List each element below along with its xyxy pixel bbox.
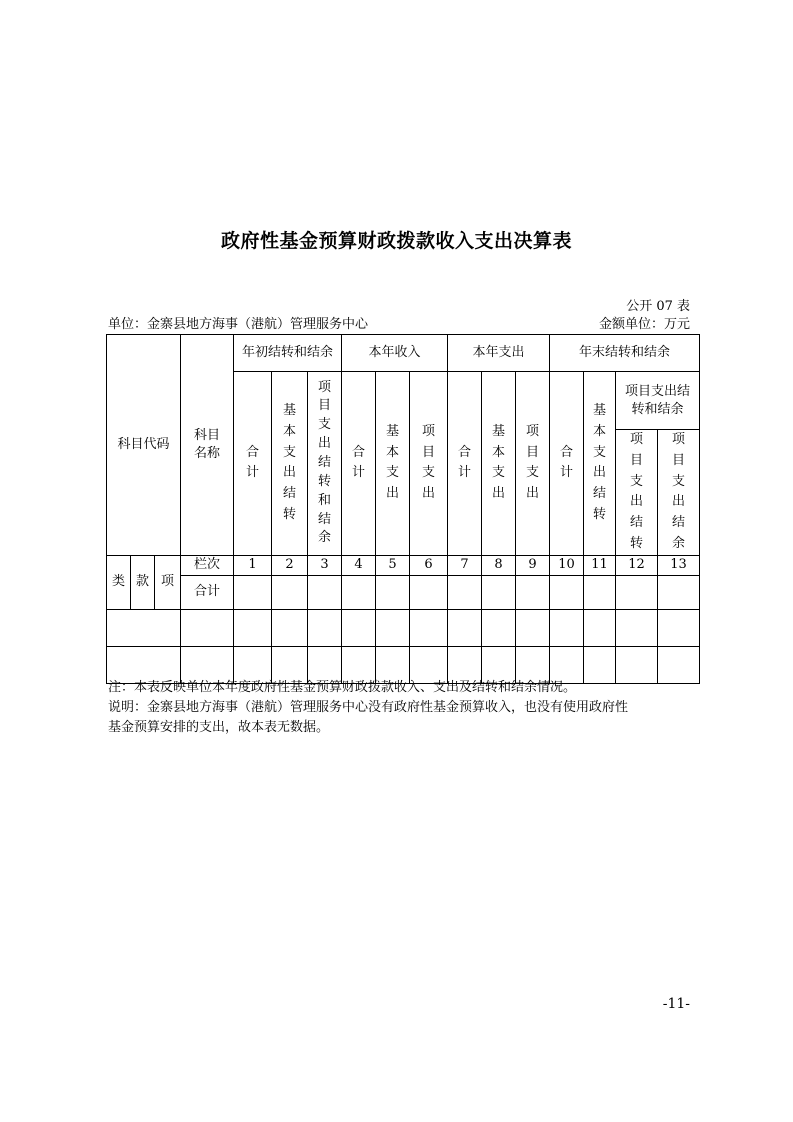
column-number: 9 <box>516 555 550 575</box>
column-number: 3 <box>308 555 342 575</box>
explanation-line-1: 说明：金寨县地方海事（港航）管理服务中心没有政府性基金预算收入，也没有使用政府性 <box>108 700 629 715</box>
header-income: 本年收入 <box>342 335 448 372</box>
column-number: 13 <box>658 555 700 575</box>
table-cell <box>376 609 410 646</box>
header-expense-project: 项目支出 <box>516 372 550 556</box>
header-xiang: 项 <box>155 555 181 609</box>
column-number: 4 <box>342 555 376 575</box>
column-number: 1 <box>234 555 272 575</box>
column-number: 11 <box>584 555 616 575</box>
table-cell <box>107 609 181 646</box>
note-text: 注：本表反映单位本年度政府性基金预算财政拨款收入、支出及结转和结余情况。 <box>108 680 577 695</box>
header-kuan: 款 <box>131 555 155 609</box>
header-begin-total: 合计 <box>234 372 272 556</box>
table-cell <box>342 575 376 609</box>
table-cell <box>272 609 308 646</box>
table-cell <box>308 609 342 646</box>
header-end-project-surplus: 项目支出结余 <box>658 430 700 556</box>
table-cell <box>550 609 584 646</box>
header-lei: 类 <box>107 555 131 609</box>
header-income-total: 合计 <box>342 372 376 556</box>
table-row <box>107 609 700 646</box>
table-cell <box>410 575 448 609</box>
table-cell <box>658 609 700 646</box>
budget-table <box>106 334 700 684</box>
table-cell <box>234 575 272 609</box>
table-cell <box>234 609 272 646</box>
amount-unit-label: 金额单位：万元 <box>598 317 690 332</box>
column-number: 12 <box>616 555 658 575</box>
table-cell <box>482 609 516 646</box>
header-begin-balance: 年初结转和结余 <box>234 335 342 372</box>
table-cell <box>584 575 616 609</box>
column-index-label: 栏次 <box>181 555 234 575</box>
unit-label: 单位：金寨县地方海事（港航）管理服务中心 <box>108 317 369 332</box>
header-end-balance: 年末结转和结余 <box>550 335 700 372</box>
table-cell <box>584 609 616 646</box>
column-number: 6 <box>410 555 448 575</box>
table-cell <box>410 609 448 646</box>
table-cell <box>616 646 658 683</box>
table-cell <box>272 575 308 609</box>
form-number: 公开 07 表 <box>626 299 690 314</box>
header-end-project-carry: 项目支出结转 <box>616 430 658 556</box>
table-cell <box>448 575 482 609</box>
table-cell <box>616 609 658 646</box>
table-cell <box>658 575 700 609</box>
page-title: 政府性基金预算财政拨款收入支出决算表 <box>220 230 572 252</box>
table-cell <box>342 609 376 646</box>
header-subject-name: 科目名称 <box>181 335 234 556</box>
table-cell <box>516 575 550 609</box>
row-total-label: 合计 <box>181 575 234 609</box>
page-number: -11- <box>662 996 690 1012</box>
table-cell <box>308 575 342 609</box>
header-end-project: 项目支出结转和结余 <box>616 372 700 430</box>
column-number: 10 <box>550 555 584 575</box>
table-cell <box>448 609 482 646</box>
column-number: 7 <box>448 555 482 575</box>
table-cell <box>376 575 410 609</box>
header-expense-basic: 基本支出 <box>482 372 516 556</box>
header-begin-project: 项目支出结转和结余 <box>308 372 342 556</box>
table-cell <box>658 646 700 683</box>
table-cell <box>550 575 584 609</box>
header-end-basic: 基本支出结转 <box>584 372 616 556</box>
header-begin-basic: 基本支出结转 <box>272 372 308 556</box>
column-number: 8 <box>482 555 516 575</box>
header-subject-code: 科目代码 <box>107 335 181 556</box>
header-income-project: 项目支出 <box>410 372 448 556</box>
column-number: 2 <box>272 555 308 575</box>
table-cell <box>482 575 516 609</box>
table-cell <box>181 609 234 646</box>
header-income-basic: 基本支出 <box>376 372 410 556</box>
table-cell <box>584 646 616 683</box>
column-number: 5 <box>376 555 410 575</box>
header-expense-total: 合计 <box>448 372 482 556</box>
table-cell <box>616 575 658 609</box>
header-expense: 本年支出 <box>448 335 550 372</box>
explanation-line-2: 基金预算安排的支出，故本表无数据。 <box>108 720 330 735</box>
table-cell <box>516 609 550 646</box>
header-end-total: 合计 <box>550 372 584 556</box>
